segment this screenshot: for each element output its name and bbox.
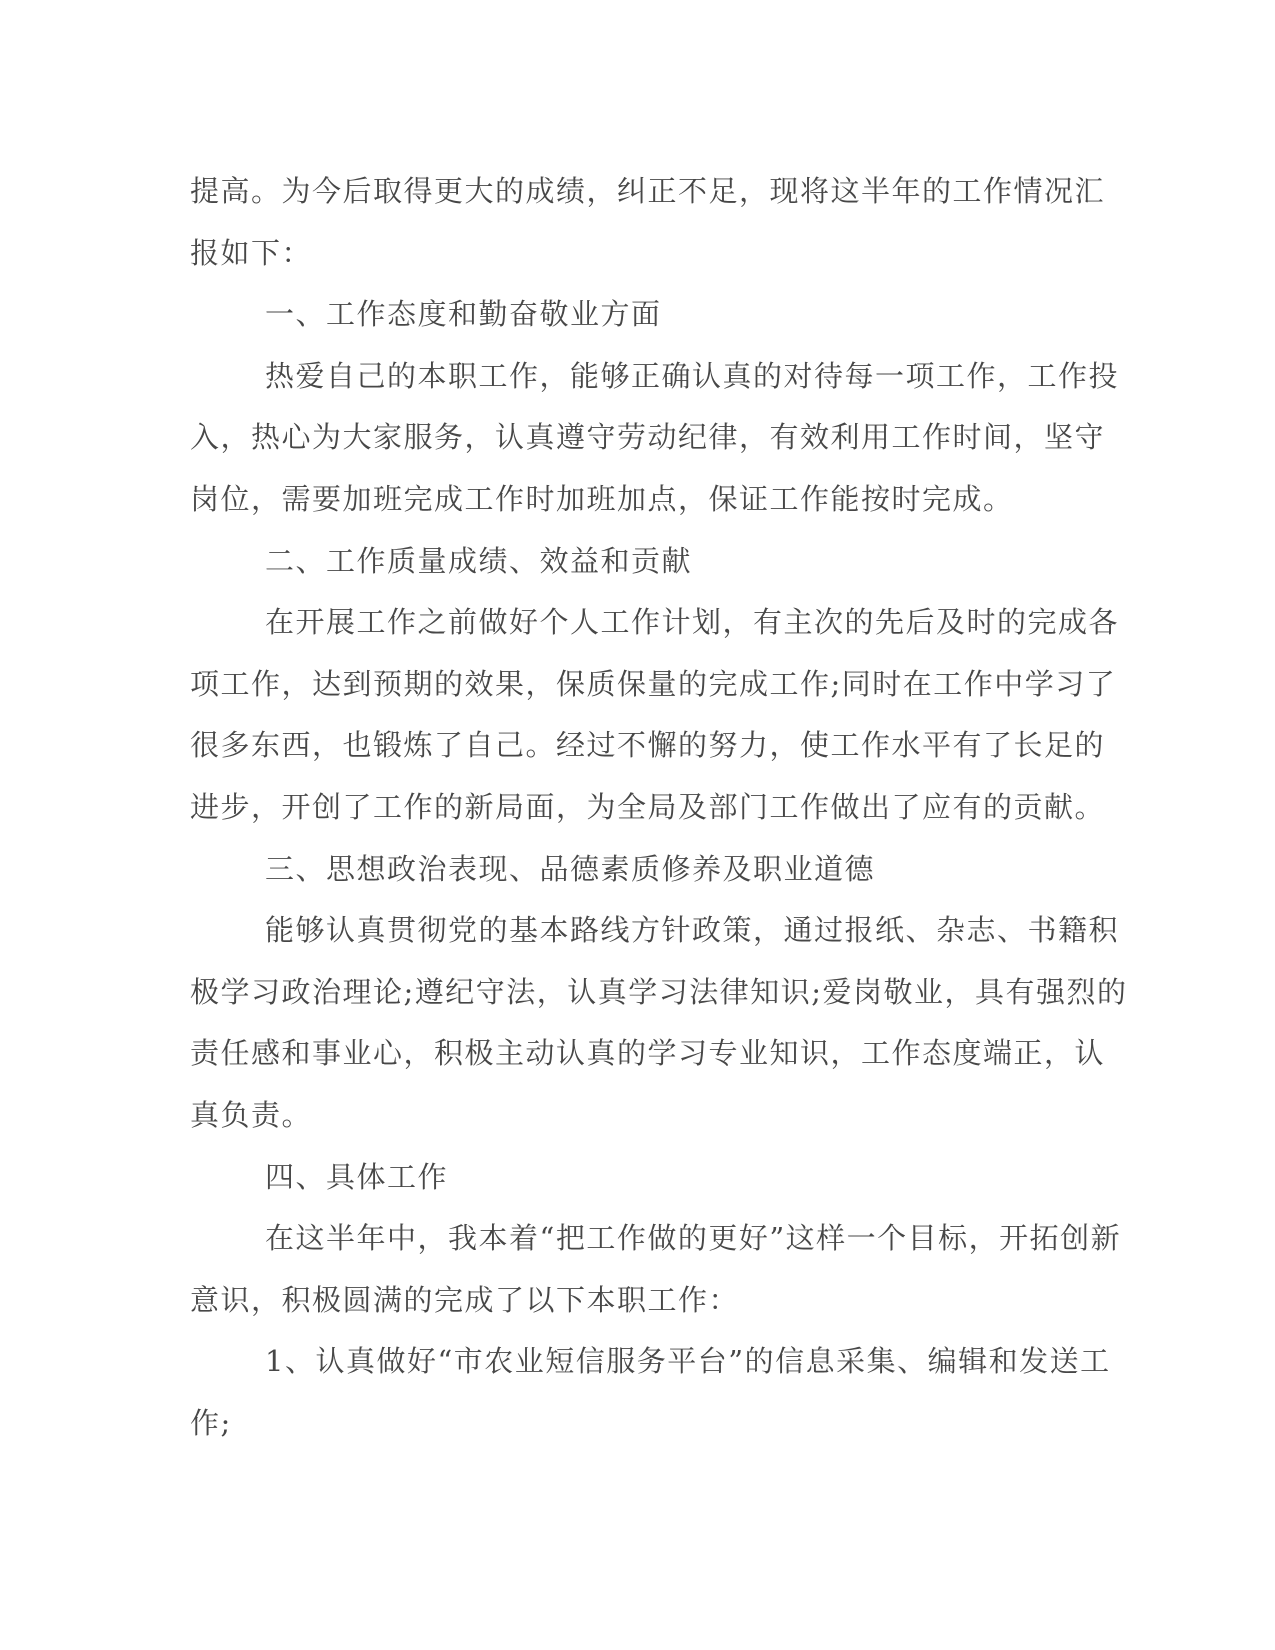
section-heading-line: 二、工作质量成绩、效益和贡献 bbox=[265, 543, 693, 578]
text-line: 报如下： bbox=[190, 235, 313, 270]
text-line: 入，热心为大家服务，认真遵守劳动纪律，有效利用工作时间，坚守 bbox=[190, 420, 1106, 455]
text-line: 进步，开创了工作的新局面，为全局及部门工作做出了应有的贡献。 bbox=[190, 789, 1106, 824]
text-line: 项工作，达到预期的效果，保质保量的完成工作;同时在工作中学习了 bbox=[190, 666, 1117, 701]
text-line: 意识，积极圆满的完成了以下本职工作： bbox=[190, 1282, 740, 1317]
text-line: 1、认真做好“市农业短信服务平台”的信息采集、编辑和发送工 bbox=[265, 1344, 1111, 1379]
text-line: 提高。为今后取得更大的成绩，纠正不足，现将这半年的工作情况汇 bbox=[190, 174, 1106, 208]
text-line: 作; bbox=[190, 1405, 232, 1440]
text-line: 很多东西，也锻炼了自己。经过不懈的努力，使工作水平有了长足的 bbox=[190, 728, 1106, 763]
text-line: 责任感和事业心，积极主动认真的学习专业知识，工作态度端正，认 bbox=[190, 1036, 1106, 1071]
text-line: 热爱自己的本职工作，能够正确认真的对待每一项工作，工作投 bbox=[265, 358, 1120, 393]
section-heading-line: 一、工作态度和勤奋敬业方面 bbox=[265, 297, 662, 332]
text-line: 在开展工作之前做好个人工作计划，有主次的先后及时的完成各 bbox=[265, 605, 1120, 640]
text-block bbox=[190, 161, 1128, 1454]
text-line: 岗位，需要加班完成工作时加班加点，保证工作能按时完成。 bbox=[190, 481, 1014, 516]
text-line: 能够认真贯彻党的基本路线方针政策，通过报纸、杂志、书籍积 bbox=[265, 913, 1120, 948]
text-line: 真负责。 bbox=[190, 1097, 313, 1132]
section-heading-line: 三、思想政治表现、品德素质修养及职业道德 bbox=[265, 851, 876, 886]
text-line: 极学习政治理论;遵纪守法，认真学习法律知识;爱岗敬业，具有强烈的 bbox=[190, 974, 1128, 1009]
text-line: 在这半年中，我本着“把工作做的更好”这样一个目标，开拓创新 bbox=[265, 1221, 1122, 1256]
section-heading-line: 四、具体工作 bbox=[265, 1159, 449, 1194]
